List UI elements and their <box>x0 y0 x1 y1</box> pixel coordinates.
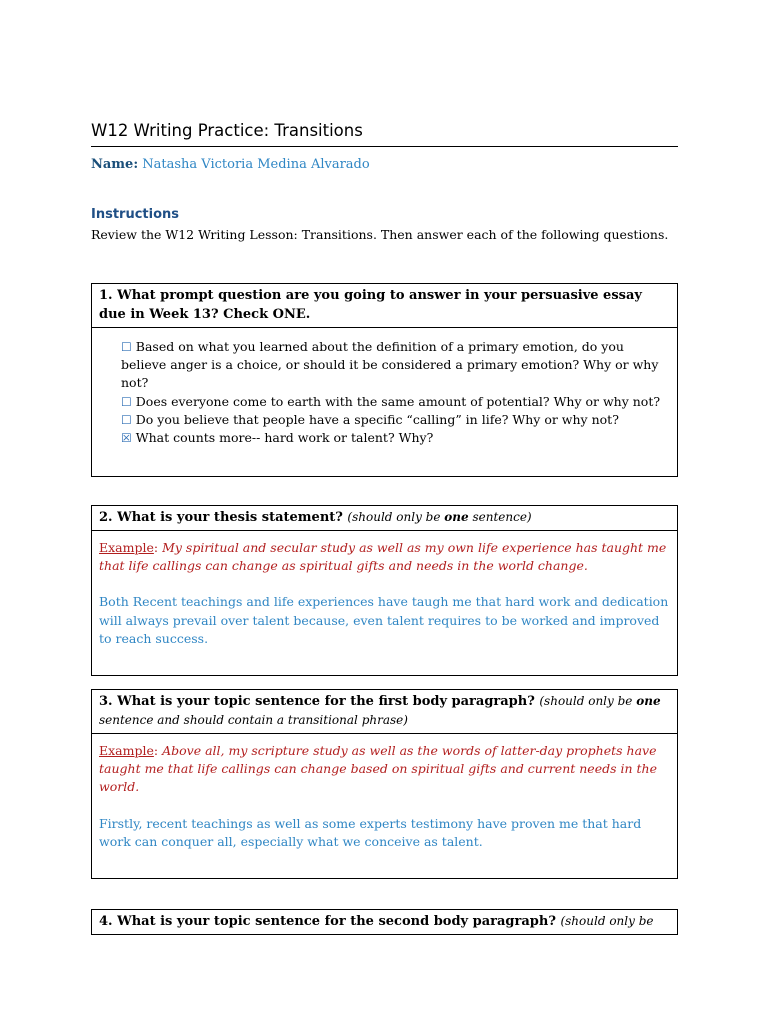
question-4-heading <box>92 910 677 934</box>
option-text: Based on what you learned about the definition of a primary emotion, do you believe anger is a choice, or should it be considered a primary emotion? Why or why not? <box>121 339 659 391</box>
question-2-text: 2. What is your thesis statement? <box>99 510 343 525</box>
question-3-heading <box>92 690 677 734</box>
example-text: My spiritual and secular study as well as my own life experience has taught me that life callings can change as spiritual gifts and needs in the world change. <box>99 540 667 574</box>
question-3-text: 3. What is your topic sentence for the first body paragraph? <box>99 694 535 709</box>
checkbox-icon[interactable]: ☐ <box>121 340 132 354</box>
example-paragraph: Example: Above all, my scripture study as well as the words of latter-day prophets have taught me that life callings can change based on spiritual gifts and current needs in the world. <box>99 743 657 795</box>
example-label: Example <box>99 540 154 555</box>
question-4-hint: (should only be <box>560 914 654 928</box>
example-text: Above all, my scripture study as well as the words of latter-day prophets have taught me that life callings can change based on spiritual gifts and current needs in the world. <box>99 743 657 795</box>
question-4-box <box>91 909 678 935</box>
question-2-heading <box>92 506 677 531</box>
option-3[interactable] <box>121 411 667 429</box>
question-1-heading: 1. What prompt question are you going to answer in your persuasive essay due in Week 13? Check ONE. <box>92 284 677 328</box>
student-name[interactable]: Natasha Victoria Medina Alvarado <box>142 157 370 172</box>
name-label: Name: <box>91 157 139 172</box>
question-2-box <box>91 505 678 676</box>
page-title: W12 Writing Practice: Transitions <box>91 121 363 140</box>
option-4[interactable] <box>121 429 667 447</box>
question-4-text: 4. What is your topic sentence for the second body paragraph? <box>99 914 556 929</box>
example-label: Example <box>99 743 154 758</box>
question-2-hint: (should only be one sentence) <box>347 510 532 524</box>
question-3-body <box>92 734 677 878</box>
example-paragraph: Example: My spiritual and secular study as well as my own life experience has taught me that life callings can change as spiritual gifts and needs in the world change. <box>99 540 667 574</box>
thesis-answer[interactable]: Both Recent teachings and life experiences have taugh me that hard work and dedication will always prevail over talent because, even talent requires to be worked and improved to reach success. <box>99 594 669 646</box>
title-divider <box>91 146 678 147</box>
instructions-text: Review the W12 Writing Lesson: Transitions. Then answer each of the following questions. <box>91 227 669 242</box>
question-3-hint: (should only be one sentence and should contain a transitional phrase) <box>99 694 661 727</box>
option-text: Do you believe that people have a specific “calling” in life? Why or why not? <box>135 411 619 427</box>
question-2-body <box>92 531 677 675</box>
option-2[interactable] <box>121 393 667 411</box>
topic-sentence-answer[interactable]: Firstly, recent teachings as well as some experts testimony have proven me that hard work can conquer all, especially what we conceive as talent. <box>99 815 642 849</box>
option-1[interactable] <box>121 338 667 393</box>
option-text: What counts more-- hard work or talent? Why? <box>135 430 434 446</box>
question-1-options <box>92 328 677 476</box>
option-text: Does everyone come to earth with the same amount of potential? Why or why not? <box>135 393 661 409</box>
checked-checkbox-icon[interactable]: ☒ <box>121 431 132 446</box>
instructions-heading: Instructions <box>91 207 180 222</box>
student-name-line <box>91 157 370 172</box>
checkbox-icon[interactable]: ☐ <box>121 412 132 427</box>
checkbox-icon[interactable]: ☐ <box>121 394 132 409</box>
question-3-box <box>91 689 678 879</box>
question-1-box <box>91 283 678 477</box>
